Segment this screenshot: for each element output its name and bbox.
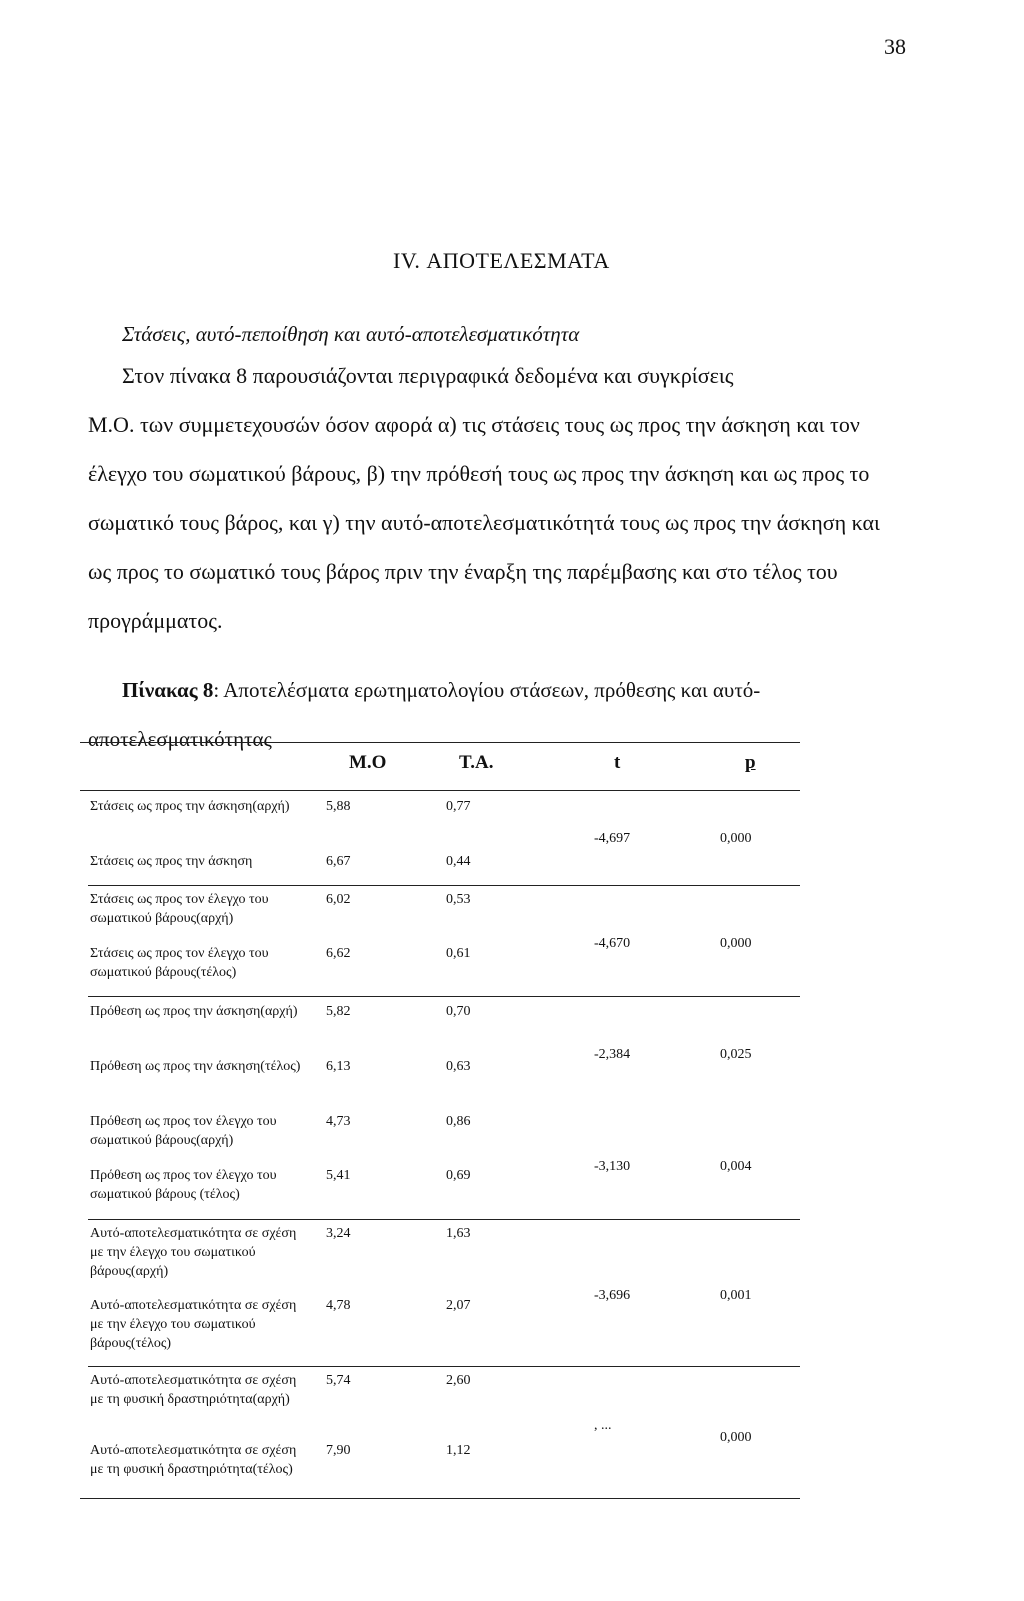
table-caption	[88, 666, 888, 764]
table-row-label: Στάσεις ως προς τον έλεγχο του σωματικού βάρους(αρχή)	[90, 892, 269, 926]
table-bottom-rule	[80, 1498, 800, 1499]
table-cell-sd: 0,69	[446, 1168, 471, 1183]
table-row-label: Αυτό-αποτελεσματικότητα σε σχέση με την έλεγχο του σωματικού βάρους(αρχή)	[90, 1226, 297, 1279]
table-cell-sd: 0,63	[446, 1059, 471, 1074]
table-cell-sd: 1,12	[446, 1443, 471, 1458]
table-row-label: Αυτό-αποτελεσματικότητα σε σχέση με την έλεγχο του σωματικού βάρους(τέλος)	[90, 1298, 297, 1351]
column-header-p: p	[745, 752, 756, 773]
table-cell-p: 0,025	[720, 1047, 752, 1062]
paragraph-first-line: Στον πίνακα 8 παρουσιάζονται περιγραφικά δεδομένα και συγκρίσεις	[122, 363, 734, 388]
group-divider	[88, 1366, 800, 1367]
table-cell-t: -4,697	[594, 831, 631, 846]
table-cell-mean: 5,88	[326, 799, 351, 814]
table-cell-t: -4,670	[594, 936, 631, 951]
column-header-mean: Μ.Ο	[349, 752, 387, 773]
table-top-rule	[80, 742, 800, 743]
table-header-rule	[80, 790, 800, 791]
column-header-t: t	[614, 752, 621, 773]
table-cell-sd: 0,86	[446, 1114, 471, 1129]
table-cell-mean: 6,62	[326, 946, 351, 961]
section-heading: IV. ΑΠΟΤΕΛΕΣΜΑΤΑ	[393, 248, 610, 273]
page-number: 38	[884, 34, 906, 59]
table-cell-mean: 6,02	[326, 892, 351, 907]
table-cell-sd: 0,77	[446, 799, 471, 814]
group-divider	[88, 885, 800, 886]
table-row-label: Πρόθεση ως προς την άσκηση(αρχή)	[90, 1004, 298, 1019]
table-row-label: Πρόθεση ως προς τον έλεγχο του σωματικού βάρους(αρχή)	[90, 1114, 277, 1148]
table-row-label: Στάσεις ως προς την άσκηση	[90, 854, 253, 869]
group-divider	[88, 996, 800, 997]
table-cell-mean: 5,82	[326, 1004, 351, 1019]
column-header-sd: Τ.Α.	[459, 752, 494, 773]
table-cell-mean: 5,74	[326, 1373, 351, 1388]
table-cell-mean: 5,41	[326, 1168, 351, 1183]
table-cell-t: -2,384	[594, 1047, 631, 1062]
caption-text: : Αποτελέσματα ερωτηματολογίου στάσεων, πρόθεσης και αυτό-αποτελεσματικότητας	[88, 678, 761, 751]
table-cell-sd: 2,60	[446, 1373, 471, 1388]
table-cell-p: 0,004	[720, 1159, 752, 1174]
table-cell-mean: 7,90	[326, 1443, 351, 1458]
group-divider	[88, 1219, 800, 1220]
table-cell-sd: 0,53	[446, 892, 471, 907]
table-cell-mean: 4,78	[326, 1298, 351, 1313]
table-cell-sd: 0,44	[446, 854, 471, 869]
table-row-label: Αυτό-αποτελεσματικότητα σε σχέση με τη φυσική δραστηριότητα(τέλος)	[90, 1443, 297, 1477]
table-cell-t: , ...	[594, 1418, 612, 1433]
table-cell-p: 0,000	[720, 1430, 752, 1445]
table-row-label: Πρόθεση ως προς την άσκηση(τέλος)	[90, 1059, 301, 1074]
table-row-label: Πρόθεση ως προς τον έλεγχο του σωματικού βάρους (τέλος)	[90, 1168, 277, 1202]
table-cell-mean: 3,24	[326, 1226, 351, 1241]
table-cell-mean: 4,73	[326, 1114, 351, 1129]
table-cell-sd: 0,61	[446, 946, 471, 961]
table-cell-t: -3,696	[594, 1288, 631, 1303]
paragraph-body: Μ.Ο. των συμμετεχουσών όσον αφορά α) τις στάσεις τους ως προς την άσκηση και τον έλεγχο του σωματικού βάρους, β) την πρόθεσή τους ως προς την άσκηση και ως προς το σωματικό τους βάρος, και γ) την αυτό-αποτελεσματικότητά τους ως προς την άσκηση και ως προς το σωματικό τους βάρος πριν την έναρξη της παρέμβασης και στο τέλος του προγράμματος.	[88, 412, 880, 633]
table-row-label: Στάσεις ως προς την άσκηση(αρχή)	[90, 799, 290, 814]
subsection-title: Στάσεις, αυτό-πεποίθηση και αυτό-αποτελεσματικότητα	[122, 322, 580, 346]
table-row-label: Αυτό-αποτελεσματικότητα σε σχέση με τη φυσική δραστηριότητα(αρχή)	[90, 1373, 297, 1407]
table-cell-sd: 1,63	[446, 1226, 471, 1241]
table-cell-mean: 6,67	[326, 854, 351, 869]
table-cell-p: 0,001	[720, 1288, 752, 1303]
table-cell-t: -3,130	[594, 1159, 631, 1174]
caption-label: Πίνακας 8	[122, 678, 214, 702]
table-row-label: Στάσεις ως προς τον έλεγχο του σωματικού βάρους(τέλος)	[90, 946, 269, 980]
table-cell-mean: 6,13	[326, 1059, 351, 1074]
table-cell-sd: 0,70	[446, 1004, 471, 1019]
table-cell-p: 0,000	[720, 831, 752, 846]
table-cell-p: 0,000	[720, 936, 752, 951]
table-cell-sd: 2,07	[446, 1298, 471, 1313]
